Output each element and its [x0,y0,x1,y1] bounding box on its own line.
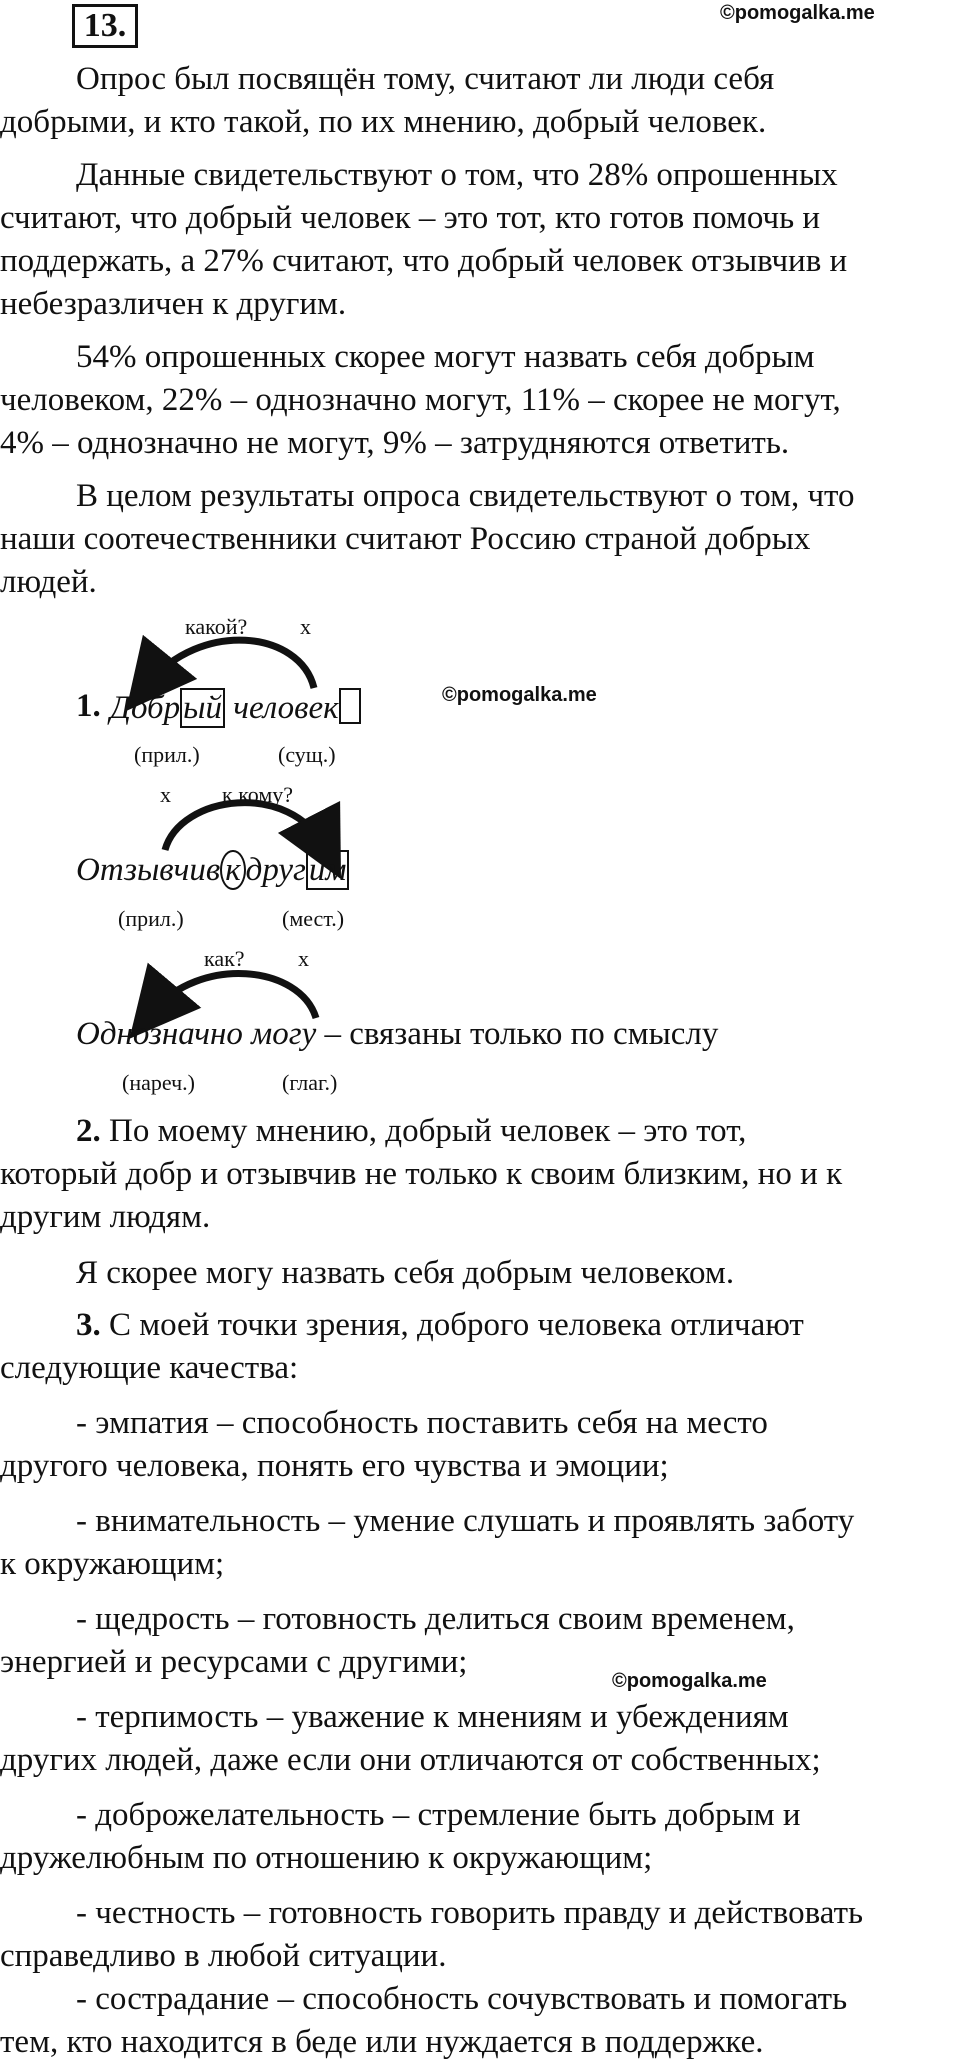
text-line: к окружающим; [0,1546,225,1582]
quality-item [0,1892,960,1978]
text-line: другого человека, понять его чувства и эмоции; [0,1448,669,1484]
text-line: добрыми, и кто такой, по их мнению, добрый человек. [0,104,767,140]
text-line: тем, кто находится в беде или нуждается в поддержке. [0,2024,764,2060]
arrow-phrase-1 [148,640,314,688]
ending-box: им [306,850,350,890]
word-stem: Добр [110,690,181,726]
question-label: как? [204,946,245,971]
text-line: В целом результаты опроса свидетельствуют о том, что [76,478,855,514]
phrase-1 [110,688,361,727]
pos-label: (прил.) [118,906,184,931]
pos-label: (нареч.) [122,1070,195,1095]
text-line: Я скорее могу назвать себя добрым человеком. [76,1255,735,1291]
quality-item [0,1978,960,2064]
x-mark: х [160,782,171,807]
word-stem: друг [245,852,306,888]
text-line: другим людям. [0,1199,211,1235]
word: Отзывчив [76,852,221,888]
text-line: людей. [0,564,97,600]
watermark: ©pomogalka.me [442,684,597,706]
text-line: справедливо в любой ситуации. [0,1938,447,1974]
text-line: - честность – готовность говорить правду и действовать [76,1895,864,1931]
phrase-3 [76,1016,718,1053]
text-line [0,1110,960,1153]
text-line: энергией и ресурсами с другими; [0,1644,468,1680]
answer-number: 2. [76,1113,101,1149]
word: человек [233,690,339,726]
text-line: небезразличен к другим. [0,286,347,322]
self-assessment [0,1252,960,1295]
quality-item [0,1500,960,1586]
answer-number: 3. [76,1307,101,1343]
item-number: 1. [76,688,101,724]
quality-item [0,1794,960,1880]
paragraph-3 [0,336,960,465]
text-line: - сострадание – способность сочувствовать и помогать [76,1981,848,2017]
pos-label: (сущ.) [278,742,336,767]
question-label: какой? [185,614,248,639]
text-line: считают, что добрый человек – это тот, кто готов помочь и [0,200,821,236]
text-line: 54% опрошенных скорее могут назвать себя добрым [76,339,815,375]
text-line: других людей, даже если они отличаются от собственных; [0,1742,821,1778]
text-line: Опрос был посвящён тому, считают ли люди себя [76,61,775,97]
quality-item [0,1402,960,1488]
text-line: наши соотечественники считают Россию страной добрых [0,521,811,557]
text-line: который добр и отзывчив не только к своим близким, но и к [0,1156,843,1192]
text-line: дружелюбным по отношению к окружающим; [0,1840,653,1876]
pos-label: (глаг.) [282,1070,338,1095]
text-line: поддержать, а 27% считают, что добрый человек отзывчив и [0,243,848,279]
text-line [0,1304,960,1347]
pos-label: (прил.) [134,742,200,767]
question-label: к кому? [222,782,294,807]
exercise-number: 13. [72,4,138,48]
preposition-circle: к [220,850,245,890]
ending-box: ый [180,688,225,728]
text-line: - эмпатия – способность поставить себя на место [76,1405,768,1441]
paragraph-1 [0,58,960,144]
paragraph-4 [0,475,960,604]
x-mark: х [298,946,309,971]
paragraph-2 [0,154,960,326]
x-mark: х [300,614,311,639]
text: По моему мнению, добрый человек – это тот, [100,1113,747,1149]
quality-item [0,1598,960,1684]
arrow-phrase-3 [152,974,316,1018]
text-line: Данные свидетельствуют о том, что 28% опрошенных [76,157,838,193]
text-line: - терпимость – уважение к мнениям и убеждениям [76,1699,789,1735]
text-line: 4% – однозначно не могут, 9% – затрудняются ответить. [0,425,790,461]
text-line: - щедрость – готовность делиться своим временем, [76,1601,795,1637]
quality-item [0,1696,960,1782]
text-line: человеком, 22% – однозначно могут, 11% – скорее не могут, [0,382,841,418]
phrase-2 [76,852,349,889]
pos-label: (мест.) [282,906,345,931]
words: Однозначно могу [76,1016,317,1052]
answer-2 [0,1110,960,1239]
text-line: - внимательность – умение слушать и проявлять заботу [76,1503,855,1539]
answer-3 [0,1304,960,1390]
watermark: ©pomogalka.me [612,1670,767,1692]
note: – связаны только по смыслу [316,1016,719,1052]
zero-ending-box [339,688,361,724]
arrow-phrase-2 [165,803,325,850]
text-line: - доброжелательность – стремление быть добрым и [76,1797,801,1833]
text-line: следующие качества: [0,1350,299,1386]
watermark: ©pomogalka.me [720,2,875,24]
text: С моей точки зрения, доброго человека отличают [100,1307,804,1343]
